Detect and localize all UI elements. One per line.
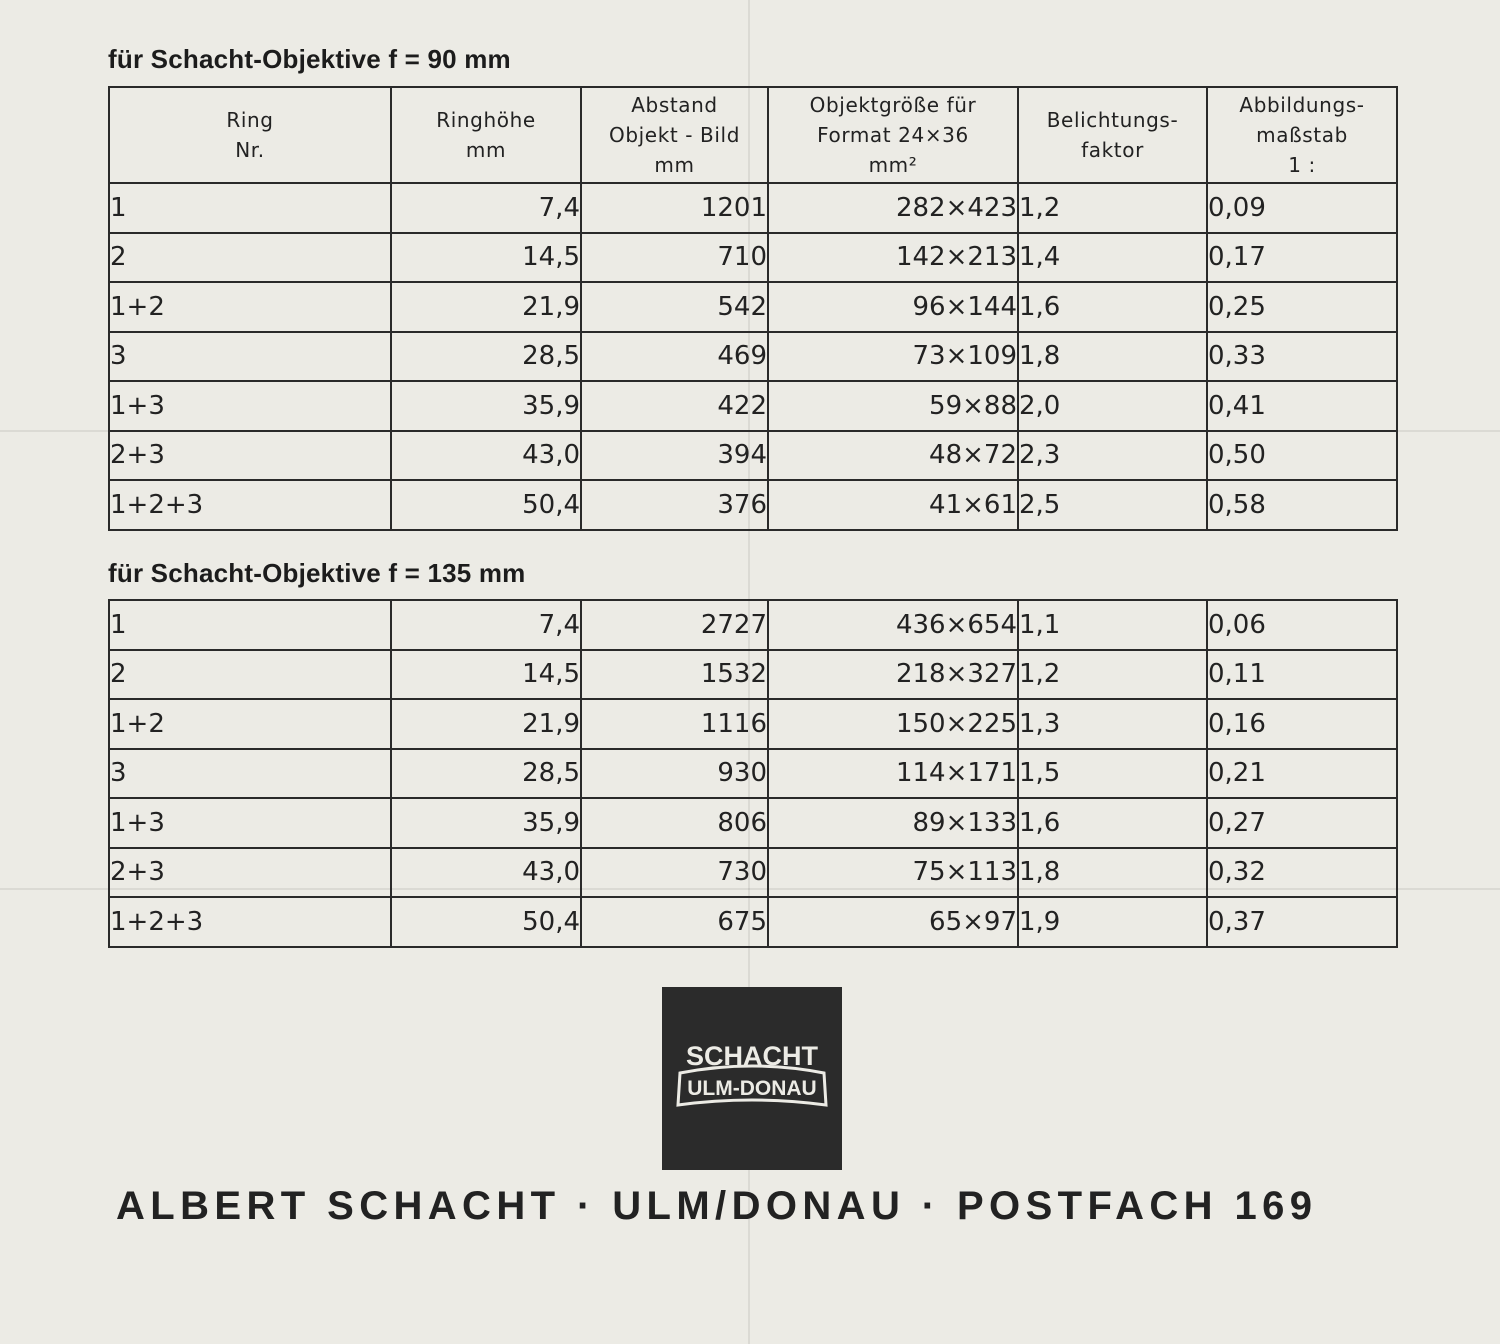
massstab-cell: 0,17	[1207, 233, 1397, 283]
objektgroesse-cell: 75×113	[768, 848, 1018, 898]
ring-cell: 1+2	[109, 282, 391, 332]
abstand-cell: 1532	[581, 650, 768, 700]
ringhoehe-cell: 7,4	[391, 600, 581, 650]
ringhoehe-cell: 14,5	[391, 233, 581, 283]
faktor-cell: 1,8	[1018, 848, 1207, 898]
table-90mm	[108, 86, 1398, 531]
faktor-cell: 2,3	[1018, 431, 1207, 481]
massstab-cell: 0,16	[1207, 699, 1397, 749]
ring-cell: 1	[109, 183, 391, 233]
abstand-cell: 806	[581, 798, 768, 848]
abstand-cell: 930	[581, 749, 768, 799]
abstand-cell: 675	[581, 897, 768, 947]
massstab-cell: 0,33	[1207, 332, 1397, 382]
objektgroesse-cell: 436×654	[768, 600, 1018, 650]
ringhoehe-cell: 21,9	[391, 282, 581, 332]
massstab-cell: 0,32	[1207, 848, 1397, 898]
logo-line1: SCHACHT	[686, 1041, 818, 1071]
header-abstand: Abstand Objekt - Bild mm	[581, 87, 768, 183]
table-row	[109, 749, 1397, 799]
table-row	[109, 480, 1397, 530]
abstand-cell: 422	[581, 381, 768, 431]
faktor-cell: 2,5	[1018, 480, 1207, 530]
ringhoehe-cell: 35,9	[391, 381, 581, 431]
massstab-cell: 0,21	[1207, 749, 1397, 799]
header-belichtungsfaktor: Belichtungs- faktor	[1018, 87, 1207, 183]
massstab-cell: 0,09	[1207, 183, 1397, 233]
ring-cell: 1+3	[109, 381, 391, 431]
ringhoehe-cell: 21,9	[391, 699, 581, 749]
faktor-cell: 1,2	[1018, 650, 1207, 700]
massstab-cell: 0,41	[1207, 381, 1397, 431]
faktor-cell: 1,6	[1018, 282, 1207, 332]
ringhoehe-cell: 43,0	[391, 848, 581, 898]
massstab-cell: 0,06	[1207, 600, 1397, 650]
ring-cell: 2+3	[109, 848, 391, 898]
objektgroesse-cell: 48×72	[768, 431, 1018, 481]
ring-cell: 2	[109, 233, 391, 283]
table-row	[109, 381, 1397, 431]
section-heading-90mm: für Schacht-Objektive f = 90 mm	[108, 44, 511, 74]
section-heading-135mm: für Schacht-Objektive f = 135 mm	[108, 558, 526, 588]
massstab-cell: 0,11	[1207, 650, 1397, 700]
header-abbildungsmassstab: Abbildungs- maßstab 1 :	[1207, 87, 1397, 183]
objektgroesse-cell: 65×97	[768, 897, 1018, 947]
objektgroesse-cell: 89×133	[768, 798, 1018, 848]
faktor-cell: 1,3	[1018, 699, 1207, 749]
ringhoehe-cell: 43,0	[391, 431, 581, 481]
ring-cell: 1+2	[109, 699, 391, 749]
objektgroesse-cell: 142×213	[768, 233, 1018, 283]
ringhoehe-cell: 28,5	[391, 749, 581, 799]
objektgroesse-cell: 114×171	[768, 749, 1018, 799]
ring-cell: 3	[109, 749, 391, 799]
objektgroesse-cell: 59×88	[768, 381, 1018, 431]
table-row	[109, 431, 1397, 481]
objektgroesse-cell: 282×423	[768, 183, 1018, 233]
header-row	[109, 87, 1397, 183]
table-135mm	[108, 599, 1398, 948]
table-row	[109, 848, 1397, 898]
faktor-cell: 1,2	[1018, 183, 1207, 233]
ringhoehe-cell: 14,5	[391, 650, 581, 700]
logo-line2: ULM-DONAU	[687, 1077, 817, 1100]
table-row	[109, 183, 1397, 233]
ring-cell: 2+3	[109, 431, 391, 481]
table-row	[109, 233, 1397, 283]
objektgroesse-cell: 41×61	[768, 480, 1018, 530]
table-row	[109, 650, 1397, 700]
abstand-cell: 376	[581, 480, 768, 530]
objektgroesse-cell: 218×327	[768, 650, 1018, 700]
header-ringhoehe: Ringhöhe mm	[391, 87, 581, 183]
faktor-cell: 1,8	[1018, 332, 1207, 382]
abstand-cell: 1116	[581, 699, 768, 749]
header-ring-nr: Ring Nr.	[109, 87, 391, 183]
faktor-cell: 1,9	[1018, 897, 1207, 947]
abstand-cell: 1201	[581, 183, 768, 233]
ring-cell: 3	[109, 332, 391, 382]
massstab-cell: 0,37	[1207, 897, 1397, 947]
footer-address: ALBERT SCHACHT · ULM/DONAU · POSTFACH 169	[116, 1184, 1318, 1228]
objektgroesse-cell: 73×109	[768, 332, 1018, 382]
massstab-cell: 0,25	[1207, 282, 1397, 332]
faktor-cell: 1,6	[1018, 798, 1207, 848]
abstand-cell: 469	[581, 332, 768, 382]
logo-emblem-icon	[662, 987, 842, 1170]
header-objektgroesse: Objektgröße für Format 24×36 mm²	[768, 87, 1018, 183]
massstab-cell: 0,58	[1207, 480, 1397, 530]
ring-cell: 2	[109, 650, 391, 700]
abstand-cell: 542	[581, 282, 768, 332]
objektgroesse-cell: 96×144	[768, 282, 1018, 332]
ringhoehe-cell: 50,4	[391, 480, 581, 530]
ringhoehe-cell: 35,9	[391, 798, 581, 848]
ringhoehe-cell: 50,4	[391, 897, 581, 947]
objektgroesse-cell: 150×225	[768, 699, 1018, 749]
ring-cell: 1+2+3	[109, 897, 391, 947]
faktor-cell: 1,1	[1018, 600, 1207, 650]
massstab-cell: 0,50	[1207, 431, 1397, 481]
faktor-cell: 1,4	[1018, 233, 1207, 283]
faktor-cell: 2,0	[1018, 381, 1207, 431]
massstab-cell: 0,27	[1207, 798, 1397, 848]
table-row	[109, 798, 1397, 848]
ringhoehe-cell: 28,5	[391, 332, 581, 382]
ringhoehe-cell: 7,4	[391, 183, 581, 233]
abstand-cell: 730	[581, 848, 768, 898]
abstand-cell: 2727	[581, 600, 768, 650]
abstand-cell: 394	[581, 431, 768, 481]
ring-cell: 1+3	[109, 798, 391, 848]
faktor-cell: 1,5	[1018, 749, 1207, 799]
table-row	[109, 332, 1397, 382]
table-row	[109, 600, 1397, 650]
ring-cell: 1	[109, 600, 391, 650]
table-row	[109, 897, 1397, 947]
schacht-logo	[662, 987, 842, 1170]
table-row	[109, 282, 1397, 332]
ring-cell: 1+2+3	[109, 480, 391, 530]
table-row	[109, 699, 1397, 749]
abstand-cell: 710	[581, 233, 768, 283]
